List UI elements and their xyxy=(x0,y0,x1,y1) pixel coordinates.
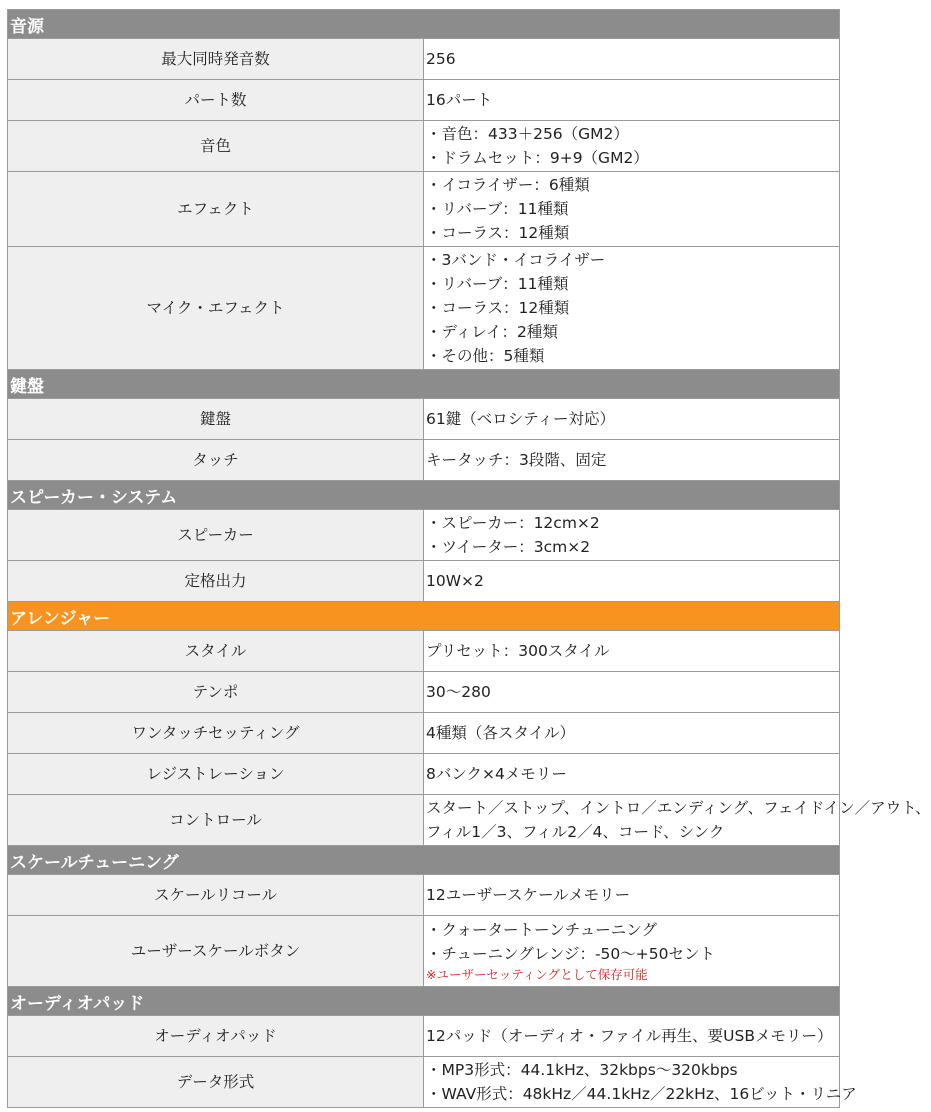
spec-value-line: 10W×2 xyxy=(426,572,484,590)
spec-label: タッチ xyxy=(8,440,424,481)
spec-label: 鍵盤 xyxy=(8,399,424,440)
spec-value-line: ・その他：5種類 xyxy=(426,347,545,365)
spec-value xyxy=(424,795,931,846)
spec-value xyxy=(424,80,840,121)
spec-value xyxy=(424,713,840,754)
section-header-row xyxy=(8,602,840,631)
section-title-scale-tuning: スケールチューニング xyxy=(8,846,840,875)
section-header-row xyxy=(8,10,840,39)
spec-row xyxy=(8,672,840,713)
spec-label: パート数 xyxy=(8,80,424,121)
spec-label: 定格出力 xyxy=(8,561,424,602)
spec-value xyxy=(424,672,840,713)
spec-value-line: 30〜280 xyxy=(426,683,491,701)
spec-value xyxy=(424,916,840,987)
spec-label: コントロール xyxy=(8,795,424,846)
spec-value-line: ・イコライザー：6種類 xyxy=(426,176,590,194)
spec-value xyxy=(424,1057,857,1108)
spec-row xyxy=(8,795,840,846)
spec-value-line: ・ツイーター：3cm×2 xyxy=(426,538,591,556)
spec-value xyxy=(424,510,840,561)
spec-value-line: ・クォータートーンチューニング xyxy=(426,921,657,939)
spec-value-line: 16パート xyxy=(426,91,493,109)
spec-table xyxy=(7,9,931,1108)
spec-label: レジストレーション xyxy=(8,754,424,795)
spec-label: スケールリコール xyxy=(8,875,424,916)
spec-value-line: 8バンク×4メモリー xyxy=(426,765,567,783)
spec-value-note: ※ユーザーセッティングとして保存可能 xyxy=(426,967,648,982)
spec-value-line: 12パッド（オーディオ・ファイル再生、要USBメモリー） xyxy=(426,1027,833,1045)
spec-row xyxy=(8,172,840,247)
spec-value-line: キータッチ：3段階、固定 xyxy=(426,451,607,469)
spec-value-line: ・スピーカー：12cm×2 xyxy=(426,514,600,532)
spec-row xyxy=(8,399,840,440)
spec-table-body xyxy=(8,10,931,1108)
section-header-row xyxy=(8,846,840,875)
spec-label: オーディオパッド xyxy=(8,1016,424,1057)
section-header-row xyxy=(8,481,840,510)
spec-value xyxy=(424,561,840,602)
spec-row xyxy=(8,39,840,80)
spec-row xyxy=(8,916,840,987)
section-header-row xyxy=(8,987,840,1016)
spec-row xyxy=(8,247,840,370)
spec-value-line: ・MP3形式：44.1kHz、32kbps〜320kbps xyxy=(426,1061,738,1079)
spec-value-line: ・コーラス：12種類 xyxy=(426,224,570,242)
spec-label: ユーザースケールボタン xyxy=(8,916,424,987)
spec-value-line: スタート／ストップ、イントロ／エンディング、フェイドイン／アウト、 xyxy=(426,799,931,817)
spec-value xyxy=(424,754,840,795)
spec-value xyxy=(424,1016,840,1057)
spec-value xyxy=(424,39,840,80)
spec-label: テンポ xyxy=(8,672,424,713)
spec-value xyxy=(424,247,840,370)
spec-value-line: ・リバーブ：11種類 xyxy=(426,275,569,293)
spec-value xyxy=(424,440,840,481)
spec-label: 最大同時発音数 xyxy=(8,39,424,80)
spec-label: ワンタッチセッティング xyxy=(8,713,424,754)
spec-value xyxy=(424,121,840,172)
spec-row xyxy=(8,510,840,561)
spec-row xyxy=(8,80,840,121)
spec-value-line: ・ディレイ：2種類 xyxy=(426,323,558,341)
spec-value-line: ・リバーブ：11種類 xyxy=(426,200,569,218)
section-header-row xyxy=(8,370,840,399)
spec-value-line: ・コーラス：12種類 xyxy=(426,299,570,317)
spec-value-line: ・ドラムセット：9+9（GM2） xyxy=(426,149,649,167)
spec-value xyxy=(424,172,840,247)
spec-value-line: 4種類（各スタイル） xyxy=(426,724,576,742)
spec-value-line: ・チューニングレンジ：-50〜+50セント xyxy=(426,945,715,963)
spec-label: スピーカー xyxy=(8,510,424,561)
spec-label: データ形式 xyxy=(8,1057,424,1108)
spec-row xyxy=(8,713,840,754)
section-title-keyboard: 鍵盤 xyxy=(8,370,840,399)
spec-row xyxy=(8,1057,840,1108)
section-title-speaker-system: スピーカー・システム xyxy=(8,481,840,510)
spec-row xyxy=(8,631,840,672)
spec-value xyxy=(424,399,840,440)
spec-label: スタイル xyxy=(8,631,424,672)
section-title-audio-pad: オーディオパッド xyxy=(8,987,840,1016)
spec-row xyxy=(8,561,840,602)
spec-label: エフェクト xyxy=(8,172,424,247)
spec-value xyxy=(424,631,840,672)
spec-value-line: フィル1／3、フィル2／4、コード、シンク xyxy=(426,823,725,841)
spec-value-line: 61鍵（ベロシティー対応） xyxy=(426,410,615,428)
spec-value-line: プリセット：300スタイル xyxy=(426,642,610,660)
spec-value xyxy=(424,875,840,916)
spec-row xyxy=(8,875,840,916)
spec-value-line: 256 xyxy=(426,50,456,68)
spec-value-line: ・3バンド・イコライザー xyxy=(426,251,606,269)
section-title-arranger: アレンジャー xyxy=(8,602,840,631)
spec-value-line: 12ユーザースケールメモリー xyxy=(426,886,631,904)
spec-value-line: ・WAV形式：48kHz／44.1kHz／22kHz、16ビット・リニア xyxy=(426,1085,857,1103)
spec-label: マイク・エフェクト xyxy=(8,247,424,370)
spec-label: 音色 xyxy=(8,121,424,172)
spec-value-line: ・音色：433＋256（GM2） xyxy=(426,125,629,143)
spec-row xyxy=(8,440,840,481)
spec-row xyxy=(8,754,840,795)
spec-row xyxy=(8,1016,840,1057)
section-title-sound-source: 音源 xyxy=(8,10,840,39)
spec-row xyxy=(8,121,840,172)
